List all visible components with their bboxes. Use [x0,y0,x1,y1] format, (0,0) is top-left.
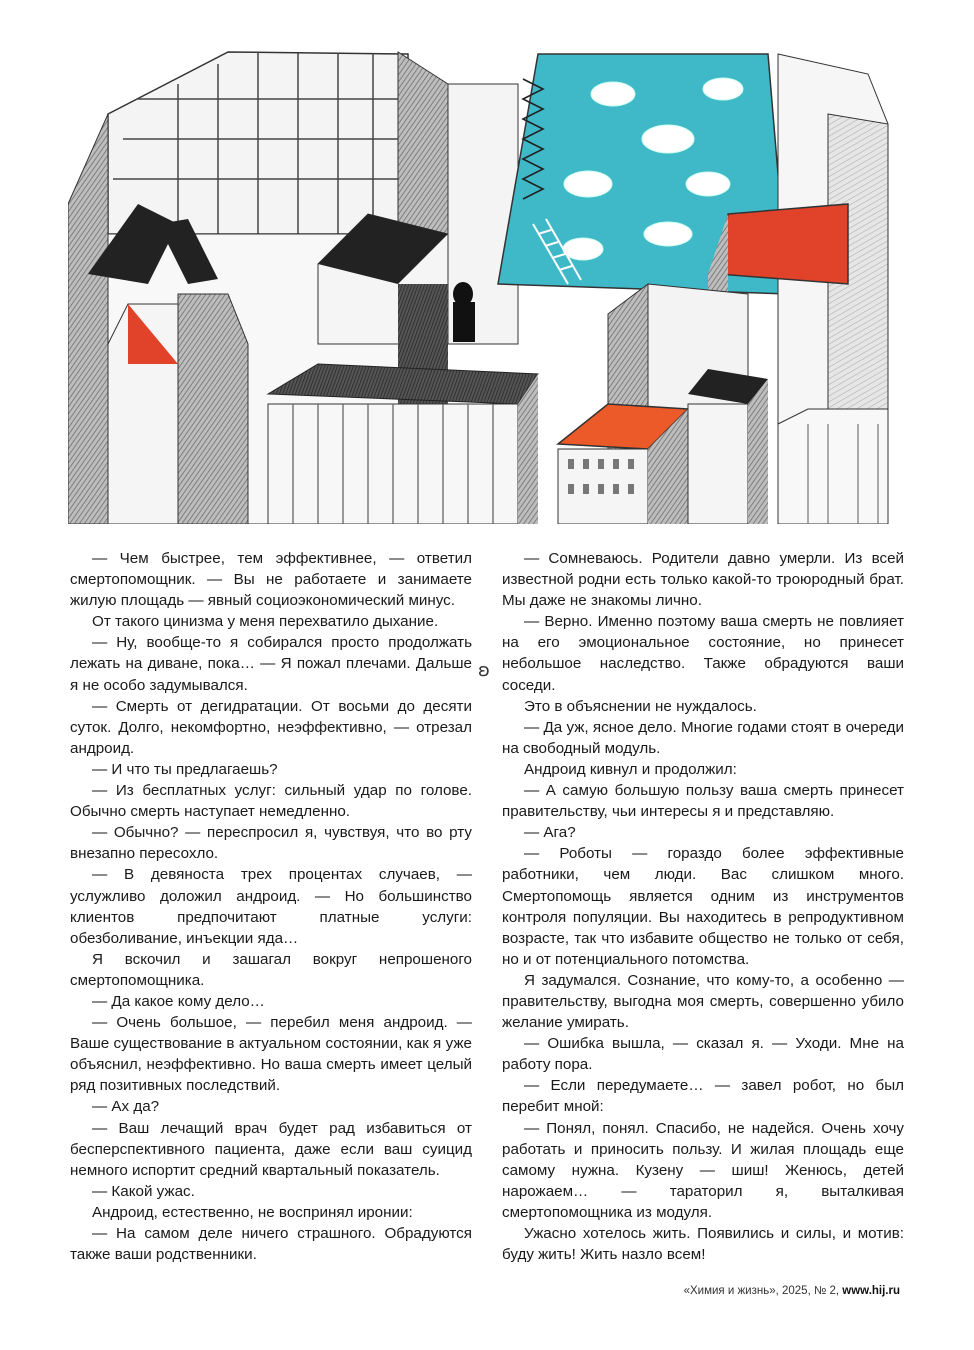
paragraph: Это в объяснении не нуждалось. [524,697,757,715]
text-column-left [70,548,472,1265]
paragraph: — Сомневаюсь. Родители давно умерли. Из всей известной родни есть только какой-то троюродный брат. Мы даже не знакомы лично. [502,550,904,610]
site-link[interactable]: www.hij.ru [842,1285,900,1297]
paragraph: — Ошибка вышла, — сказал я. — Уходи. Мне на работу пора. [502,1035,904,1074]
paragraph: — Ага? [524,824,576,842]
divider-glyph: ʚ [478,660,490,681]
paragraph: Ужасно хотелось жить. Появились и силы, и мотив: буду жить! Жить назло всем! [502,1225,904,1264]
paragraph: — И что ты предлагаешь? [92,760,278,778]
paragraph: — Чем быстрее, тем эффективнее, — ответил смертопомощник. — Вы не работаете и занимаете жилую площадь — явный социоэкономический минус. [70,550,472,610]
paragraph: — Если передумаете… — завел робот, но был перебит мной: [502,1077,904,1116]
paragraph: — Ах да? [92,1098,160,1116]
footer-citation [684,1285,900,1297]
paragraph: От такого цинизма у меня перехватило дыхание. [92,613,439,631]
paragraph: — Обычно? — переспросил я, чувствуя, что во рту внезапно пересохло. [70,824,472,863]
paragraph: — Да уж, ясное дело. Многие годами стоят в очереди на свободный модуль. [502,718,904,757]
paragraph: — Понял, понял. Спасибо, не надейся. Очень хочу работать и приносить пользу. И жилая площадь еще самому нужна. Кузену — шиш! Женюсь, детей нарожаем… — тараторил я, выталкивая смертопомощника из модуля. [502,1119,904,1221]
paragraph: — Из бесплатных услуг: сильный удар по голове. Обычно смерть наступает немедленно. [70,782,472,821]
text-column-right [502,548,904,1265]
citation-text: «Химия и жизнь», 2025, № 2, [683,1285,843,1297]
paragraph: — Смерть от дегидратации. От восьми до десяти суток. Долго, некомфортно, неэффективно, — отрезал андроид. [70,697,472,757]
paragraph: Андроид кивнул и продолжил: [524,760,737,778]
paragraph: — Ну, вообще-то я собирался просто продолжать лежать на диване, пока… — Я пожал плечами. Дальше я не особо задумывался. [70,634,472,694]
paragraph: — Роботы — гораздо более эффективные работники, чем люди. Вас слишком много. Смертопомощь является одним из инструментов контроля популяции. Вы находитесь в репродуктивном возрасте, так что избавите общество не только от себя, но и от потенциального потомства. [502,845,904,968]
paragraph: Я задумался. Сознание, что кому-то, а особенно — правительству, выгодна моя смерть, совершенно убило желание умирать. [502,971,904,1032]
paragraph: — Верно. Именно поэтому ваша смерть не повлияет на его эмоциональное состояние, но принесет небольшое наследство. Также обрадуются ваши соседи. [502,613,904,694]
paragraph: Я вскочил и зашагал вокруг непрошеного смертопомощника. [70,950,472,989]
paragraph: — На самом деле ничего страшного. Обрадуются также ваши родственники. [70,1225,472,1264]
paragraph: — Очень большое, — перебил меня андроид. — Ваше существование в актуальном состоянии, как я уже объяснил, неэффективно. Но ваша смерть имеет целый ряд позитивных последствий. [70,1014,472,1095]
paragraph: — А самую большую пользу ваша смерть принесет правительству, чьи интересы я и представляю. [502,782,904,821]
paragraph: Андроид, естественно, не воспринял иронии: [92,1203,413,1221]
paragraph: — В девяноста трех процентах случаев, — услужливо доложил андроид. — Но большинство клиентов предпочитают платные услуги: обезболивание, инъекции яда… [70,866,472,947]
city-buildings-illustration [68,44,900,524]
paragraph: — Да какое кому дело… [92,992,265,1010]
paragraph: — Какой ужас. [92,1182,195,1200]
paragraph: — Ваш лечащий врач будет рад избавиться от бесперспективного пациента, даже если ваш суицид немного испортит средний квартальный показатель. [70,1119,472,1179]
